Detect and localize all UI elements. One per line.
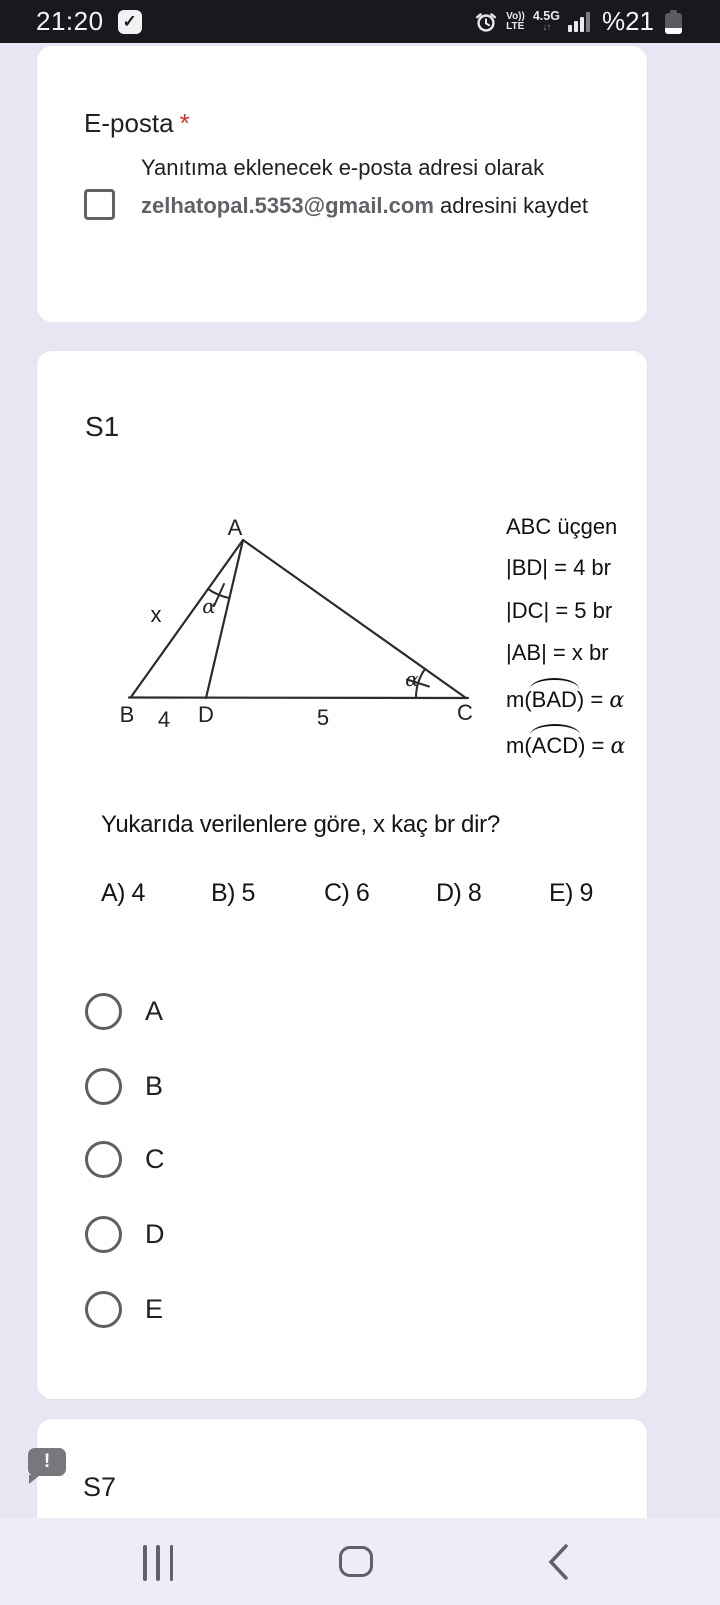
- save-email-label: [141, 149, 616, 225]
- status-bar: [0, 0, 720, 43]
- option-c-label: C: [145, 1144, 165, 1174]
- vertex-b-label: B: [119, 702, 135, 727]
- consent-text-after: adresini kaydet: [433, 193, 588, 218]
- signal-strength-icon: [568, 11, 590, 32]
- radio-option-d[interactable]: [85, 1216, 122, 1253]
- required-asterisk: *: [179, 108, 190, 138]
- side-ab-line: [131, 540, 243, 697]
- question-text: Yukarıda verilenlere göre, x kaç br dir?: [101, 811, 500, 838]
- angle-alpha-a-label: α: [202, 594, 216, 618]
- arc-over-acd: ACD: [531, 733, 579, 758]
- question-id: S1: [85, 411, 120, 442]
- point-d-label: D: [198, 702, 214, 727]
- alarm-clock-icon: [474, 10, 498, 34]
- back-icon[interactable]: [547, 1543, 569, 1581]
- volte-icon: Vo)) LTE: [506, 10, 525, 32]
- option-row-d[interactable]: [85, 1216, 165, 1253]
- given-line-triangle: ABC üçgen: [506, 514, 618, 539]
- side-bc-line: [129, 698, 468, 699]
- given-line-bd: |BD| = 4 br: [506, 555, 611, 580]
- given-line-angle-acd: m(ACD) = α: [506, 733, 626, 759]
- comment-exclamation-icon: !: [28, 1448, 66, 1476]
- email-field-title: [84, 108, 190, 139]
- radio-option-c[interactable]: [85, 1141, 122, 1178]
- option-row-a[interactable]: [85, 993, 163, 1030]
- navigation-bar: [0, 1518, 720, 1605]
- choice-c: C) 6: [324, 879, 370, 907]
- option-row-e[interactable]: [85, 1291, 163, 1328]
- home-icon[interactable]: [339, 1546, 373, 1577]
- given-line-angle-bad: m(BAD) = α: [506, 687, 625, 713]
- network-type-icon: 4.5G ↓↑: [532, 8, 560, 33]
- checkbox-notification-icon: ✓: [118, 10, 142, 34]
- option-row-c[interactable]: [85, 1141, 165, 1178]
- battery-percent: %21: [601, 6, 654, 36]
- clock-time: 21:20: [36, 6, 104, 36]
- status-icons: [474, 6, 682, 37]
- option-b-label: B: [145, 1071, 164, 1101]
- choice-b: B) 5: [211, 879, 255, 907]
- side-ac-line: [243, 540, 466, 698]
- cevian-ad-line: [206, 540, 243, 698]
- option-e-label: E: [145, 1294, 164, 1324]
- choices-row: [37, 879, 649, 913]
- side-x-label: x: [150, 602, 162, 627]
- next-question-id: S7: [83, 1472, 117, 1502]
- consent-text-before: Yanıtıma eklenecek e-posta adresi olarak: [141, 155, 545, 180]
- vertex-a-label: A: [227, 515, 243, 540]
- radio-option-b[interactable]: [85, 1068, 122, 1105]
- email-question-card: [36, 45, 648, 323]
- given-line-ab: |AB| = x br: [506, 640, 609, 665]
- option-a-label: A: [145, 996, 164, 1026]
- choice-d: D) 8: [436, 879, 482, 907]
- angle-alpha-c-label: α: [405, 667, 419, 691]
- arc-over-bad: BAD: [531, 687, 577, 712]
- vertex-c-label: C: [457, 700, 473, 725]
- triangle-figure: [96, 506, 496, 741]
- choice-a: A) 4: [101, 879, 145, 907]
- radio-option-e[interactable]: [85, 1291, 122, 1328]
- segment-bd-label: 4: [157, 707, 171, 732]
- given-line-dc: |DC| = 5 br: [506, 598, 613, 623]
- option-row-b[interactable]: [85, 1068, 163, 1105]
- question-s1-card: [36, 350, 648, 1400]
- consent-email-address: zelhatopal.5353@gmail.com: [141, 193, 434, 218]
- segment-dc-label: 5: [316, 705, 330, 730]
- choice-e: E) 9: [549, 879, 593, 907]
- recent-apps-icon[interactable]: [143, 1545, 173, 1581]
- radio-option-a[interactable]: [85, 993, 122, 1030]
- save-email-checkbox[interactable]: [84, 189, 115, 220]
- email-title-text: E-posta: [84, 108, 174, 138]
- battery-icon: [665, 10, 682, 34]
- option-d-label: D: [145, 1219, 165, 1249]
